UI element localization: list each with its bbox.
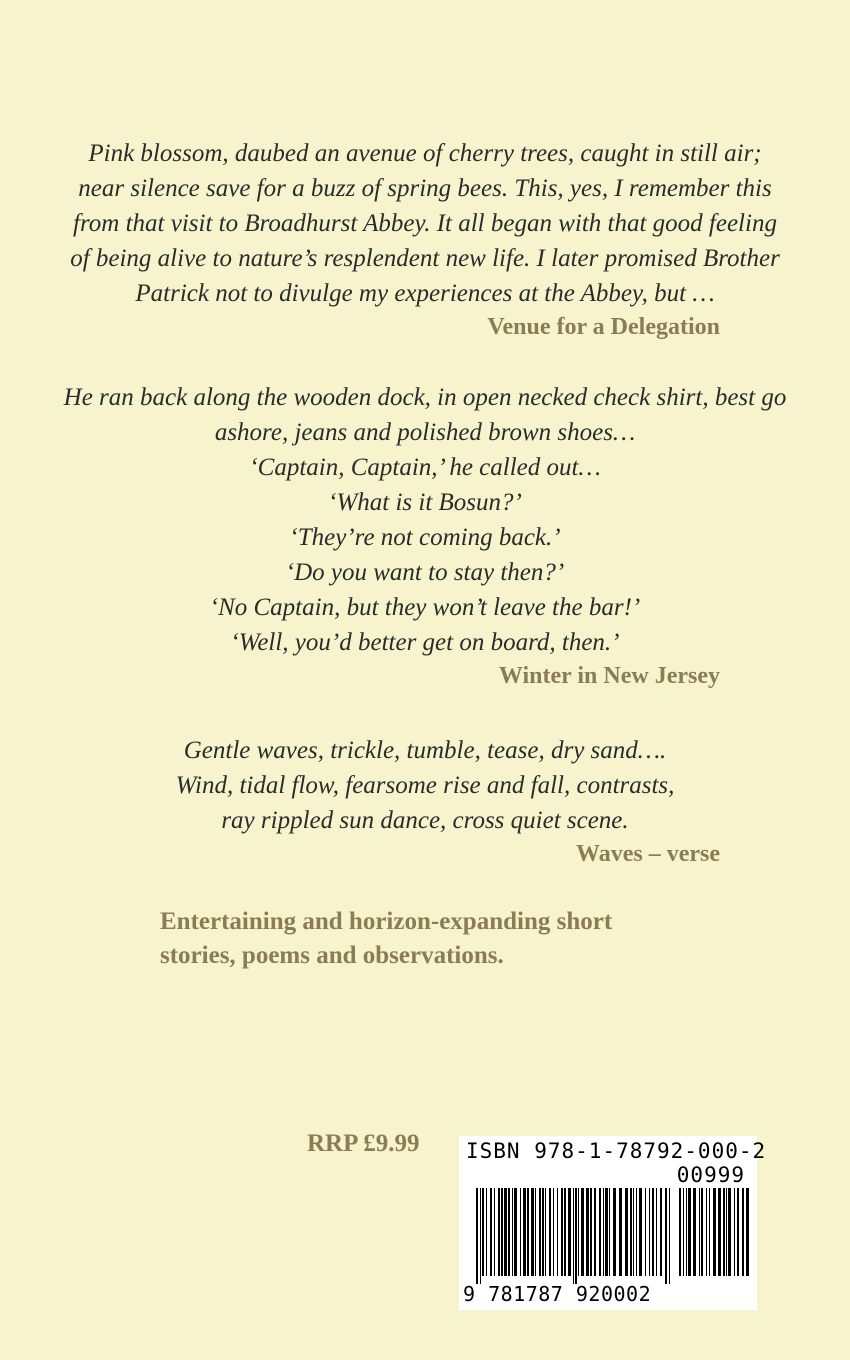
excerpt-line: ray rippled sun dance, cross quiet scene. <box>221 807 629 834</box>
barcode-bar <box>512 1188 513 1276</box>
barcode-bar <box>480 1188 481 1284</box>
barcode-bar <box>561 1188 563 1276</box>
excerpt-source-title: Winter in New Jersey <box>498 663 720 689</box>
barcode-bar <box>726 1188 727 1276</box>
barcode-bar <box>605 1188 608 1276</box>
excerpt-line: Wind, tidal flow, fearsome rise and fall, contrasts, <box>175 772 675 799</box>
barcode-bar <box>693 1188 696 1276</box>
barcode-bar <box>508 1188 510 1276</box>
ean-barcode-bars <box>476 1188 672 1284</box>
excerpt-line: Gentle waves, trickle, tumble, tease, dry sand…. <box>183 737 667 764</box>
ean-digits: 9 781787 920002 <box>463 1282 652 1306</box>
barcode-bar <box>504 1188 507 1276</box>
barcode-bar <box>603 1188 604 1276</box>
barcode-bar <box>746 1188 749 1276</box>
barcode-bar <box>688 1188 691 1276</box>
excerpt-line: ‘What is it Bosun?’ <box>328 489 522 516</box>
isbn-barcode <box>459 1136 767 1310</box>
excerpt-line: ‘No Captain, but they won’t leave the bar!’ <box>209 594 641 621</box>
barcode-bar <box>586 1188 589 1276</box>
barcode-bar <box>636 1188 637 1276</box>
barcode-bar <box>498 1188 500 1276</box>
barcode-bar <box>545 1188 546 1276</box>
barcode-bar <box>590 1188 592 1276</box>
isbn-number: ISBN 978-1-78792-000-2 <box>466 1139 767 1163</box>
barcode-bar <box>531 1188 534 1276</box>
barcode-bar <box>630 1188 632 1276</box>
excerpt-source-title: Waves – verse <box>576 841 720 867</box>
excerpt-line: He ran back along the wooden dock, in open necked check shirt, best go <box>63 384 787 411</box>
barcode-bar <box>564 1188 566 1276</box>
barcode-bar <box>514 1188 517 1276</box>
excerpt-line: ‘They’re not coming back.’ <box>289 524 561 551</box>
barcode-bar <box>476 1188 478 1284</box>
barcode-bar <box>575 1188 577 1284</box>
excerpt-winter-in-new-jersey <box>60 380 790 692</box>
excerpt-line: Pink blossom, daubed an avenue of cherry trees, caught in still air; <box>88 140 762 167</box>
excerpt-waves-verse <box>60 733 790 870</box>
barcode-bar <box>568 1188 571 1276</box>
barcode-bar <box>594 1188 596 1276</box>
excerpt-line: ‘Well, you’d better get on board, then.’ <box>230 629 620 656</box>
barcode-bar <box>549 1188 551 1276</box>
barcode-bar <box>486 1188 487 1276</box>
barcode-bar <box>523 1188 526 1276</box>
barcode-bar <box>613 1188 616 1276</box>
barcode-bar <box>737 1188 739 1276</box>
barcode-bar <box>557 1188 558 1276</box>
barcode-bar <box>660 1188 662 1276</box>
barcode-bar <box>652 1188 654 1276</box>
barcode-bar <box>490 1188 492 1276</box>
barcode-bar <box>683 1188 684 1276</box>
barcode-bar <box>713 1188 716 1276</box>
excerpt-line: Patrick not to divulge my experiences at the Abbey, but … <box>135 280 715 307</box>
barcode-bar <box>706 1188 707 1276</box>
barcode-bar <box>645 1188 646 1276</box>
blurb-line: Entertaining and horizon-expanding short <box>160 908 613 935</box>
excerpt-venue-for-a-delegation <box>60 136 790 343</box>
excerpt-line: ‘Do you want to stay then?’ <box>285 559 565 586</box>
barcode-bar <box>578 1188 579 1276</box>
barcode-bar <box>742 1188 744 1276</box>
excerpt-line: of being alive to nature’s resplendent new life. I later promised Brother <box>70 245 780 272</box>
barcode-bar <box>553 1188 554 1276</box>
barcode-bar <box>633 1188 634 1276</box>
barcode-bar <box>701 1188 703 1276</box>
barcode-bar <box>625 1188 628 1276</box>
price-addon-barcode-bars <box>679 1188 749 1284</box>
excerpt-line: ‘Captain, Captain,’ he called out… <box>249 454 601 481</box>
barcode-bar <box>699 1188 700 1276</box>
excerpt-source-title: Venue for a Delegation <box>487 314 720 340</box>
book-blurb <box>160 905 720 973</box>
barcode-bar <box>539 1188 541 1276</box>
barcode-bar <box>686 1188 687 1276</box>
price-code: 00999 <box>676 1163 745 1187</box>
barcode-bar <box>535 1188 536 1276</box>
barcode-bar <box>619 1188 622 1276</box>
barcode-bar <box>501 1188 503 1276</box>
barcode-bar <box>573 1188 574 1284</box>
barcode-bar <box>649 1188 650 1276</box>
barcode-bar <box>482 1188 484 1276</box>
barcode-bar <box>527 1188 529 1276</box>
barcode-bar <box>669 1188 670 1284</box>
barcode-bar <box>581 1188 584 1276</box>
excerpt-line: ashore, jeans and polished brown shoes… <box>214 419 636 446</box>
barcode-bar <box>639 1188 642 1276</box>
barcode-bar <box>709 1188 710 1276</box>
barcode-bar <box>718 1188 721 1276</box>
barcode-bar <box>679 1188 681 1276</box>
excerpt-line: from that visit to Broadhurst Abbey. It all began with that good feeling <box>73 210 777 237</box>
barcode-bar <box>494 1188 495 1276</box>
barcode-bar <box>728 1188 731 1276</box>
barcode-bar <box>723 1188 725 1276</box>
barcode-bar <box>609 1188 610 1276</box>
retail-price: RRP £9.99 <box>307 1130 420 1157</box>
barcode-bar <box>734 1188 735 1276</box>
barcode-bar <box>599 1188 601 1276</box>
barcode-bar <box>520 1188 521 1276</box>
excerpt-line: near silence save for a buzz of spring bees. This, yes, I remember this <box>78 175 772 202</box>
barcode-bar <box>656 1188 657 1276</box>
blurb-line: stories, poems and observations. <box>160 942 504 969</box>
barcode-bar <box>542 1188 544 1276</box>
barcode-bar <box>665 1188 667 1284</box>
